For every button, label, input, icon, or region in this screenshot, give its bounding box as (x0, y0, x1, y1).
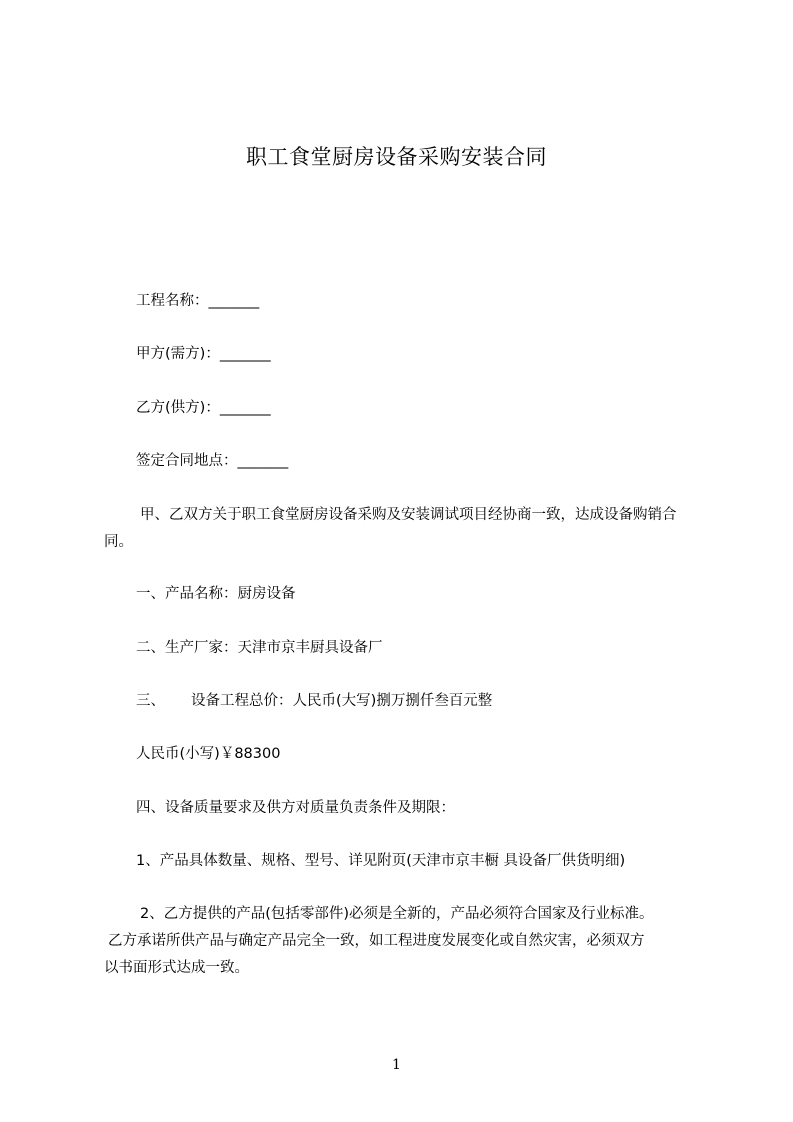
total-price-small: 人民币(小写)￥88300 (136, 746, 281, 762)
section-total-price (136, 690, 492, 712)
party-a-field: 甲方(需方)：_______ (136, 346, 271, 362)
section-total-price-text: 设备工程总价：人民币(大写)捌万捌仟叁百元整 (191, 693, 493, 709)
quality-item-2-line-1: 2、乙方提供的产品(包括零部件)必须是全新的，产品必须符合国家及行业标准。 (140, 906, 654, 922)
section-product-name: 一、产品名称：厨房设备 (136, 586, 296, 602)
project-name-field: 工程名称：_______ (136, 293, 260, 309)
page-number: 1 (392, 1057, 401, 1073)
quality-item-1: 1、产品具体数量、规格、型号、详见附页(天津市京丰橱 具设备厂供货明细) (136, 853, 626, 869)
document-title: 职工食堂厨房设备采购安装合同 (246, 145, 547, 169)
quality-item-2 (104, 901, 708, 982)
section-manufacturer: 二、生产厂家：天津市京丰厨具设备厂 (136, 640, 383, 656)
section-quality-requirements: 四、设备质量要求及供方对质量负责条件及期限： (136, 800, 455, 816)
section-total-price-number: 三、 (136, 693, 165, 709)
quality-item-2-line-2: 乙方承诺所供产品与确定产品完全一致，如工程进度发展变化或自然灾害，必须双方 (108, 933, 645, 949)
intro-paragraph: 甲、乙双方关于职工食堂厨房设备采购及安装调试项目经协商一致，达成设备购销合同。 (104, 507, 677, 550)
quality-item-2-line-3: 以书面形式达成一致。 (104, 960, 249, 976)
signing-place-field: 签定合同地点：_______ (136, 453, 289, 469)
party-b-field: 乙方(供方)：_______ (136, 400, 271, 416)
